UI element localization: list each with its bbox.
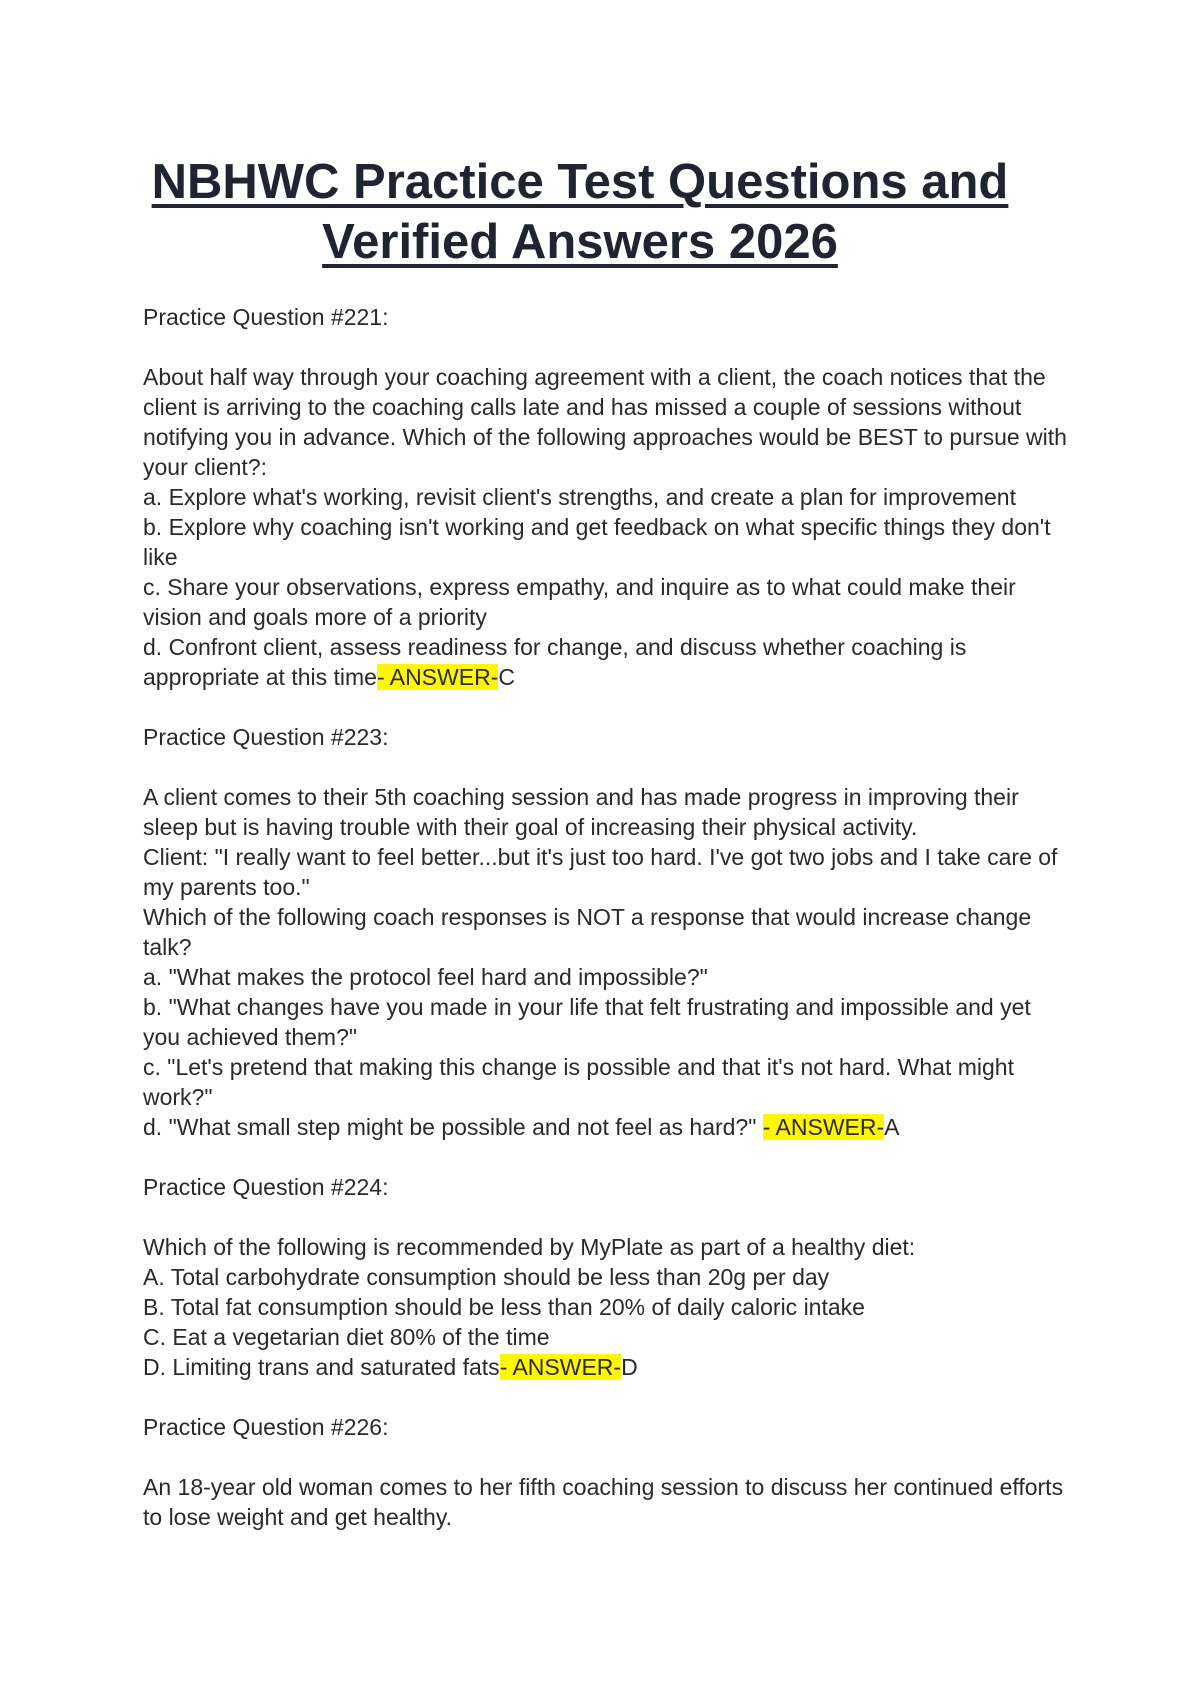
answer-marker: - ANSWER- bbox=[762, 1114, 885, 1140]
title-line-1: NBHWC Practice Test Questions and bbox=[151, 155, 1009, 209]
answer-option: c. Share your observations, express empathy, and inquire as to what could make their vision and goals more of a priority bbox=[143, 574, 1016, 630]
correct-answer: A bbox=[884, 1114, 900, 1140]
answer-option-with-answer bbox=[143, 632, 1073, 692]
question-block bbox=[143, 362, 1073, 692]
question-header: Practice Question #221: bbox=[143, 304, 389, 330]
question-stem: A client comes to their 5th coaching session and has made progress in improving their sleep but is having trouble with their goal of increasing their physical activity. bbox=[143, 784, 1019, 840]
question-block bbox=[143, 782, 1073, 1142]
answer-option: D. Limiting trans and saturated fats bbox=[143, 1354, 500, 1380]
answer-option: c. "Let's pretend that making this change is possible and that it's not hard. What might work?" bbox=[143, 1054, 1014, 1110]
answer-option: a. Explore what's working, revisit client's strengths, and create a plan for improvement bbox=[143, 484, 1016, 510]
answer-option: b. Explore why coaching isn't working and get feedback on what specific things they don't like bbox=[143, 514, 1051, 570]
answer-option: d. "What small step might be possible and not feel as hard?" bbox=[143, 1114, 757, 1140]
document-body bbox=[143, 302, 1073, 1562]
question-stem: Which of the following coach responses is NOT a response that would increase change talk? bbox=[143, 904, 1032, 960]
correct-answer: C bbox=[498, 664, 515, 690]
document-title bbox=[0, 152, 1160, 272]
answer-marker: - ANSWER- bbox=[376, 664, 499, 690]
answer-option-with-answer bbox=[143, 1112, 1073, 1142]
answer-option: d. Confront client, assess readiness for change, and discuss whether coaching is appropriate at this time bbox=[143, 634, 967, 690]
question-block bbox=[143, 1232, 1073, 1382]
question-stem: Client: "I really want to feel better...but it's just too hard. I've got two jobs and I take care of my parents too." bbox=[143, 844, 1058, 900]
answer-option: A. Total carbohydrate consumption should be less than 20g per day bbox=[143, 1264, 830, 1290]
correct-answer: D bbox=[621, 1354, 638, 1380]
question-header: Practice Question #226: bbox=[143, 1414, 389, 1440]
question-stem: An 18-year old woman comes to her fifth coaching session to discuss her continued efforts to lose weight and get healthy. bbox=[143, 1474, 1064, 1530]
title-line-2: Verified Answers 2026 bbox=[322, 215, 838, 269]
answer-option-with-answer bbox=[143, 1352, 1073, 1382]
answer-option: a. "What makes the protocol feel hard and impossible?" bbox=[143, 964, 708, 990]
answer-option: B. Total fat consumption should be less than 20% of daily caloric intake bbox=[143, 1294, 865, 1320]
answer-option: C. Eat a vegetarian diet 80% of the time bbox=[143, 1324, 550, 1350]
answer-marker: - ANSWER- bbox=[499, 1354, 622, 1380]
question-block bbox=[143, 1472, 1073, 1532]
question-header: Practice Question #223: bbox=[143, 724, 389, 750]
question-header: Practice Question #224: bbox=[143, 1174, 389, 1200]
question-stem: About half way through your coaching agreement with a client, the coach notices that the client is arriving to the coaching calls late and has missed a couple of sessions without notifying you in advance. Which of the following approaches would be BEST to pursue with your client?: bbox=[143, 364, 1067, 480]
question-stem: Which of the following is recommended by MyPlate as part of a healthy diet: bbox=[143, 1234, 916, 1260]
answer-option: b. "What changes have you made in your life that felt frustrating and impossible and yet you achieved them?" bbox=[143, 994, 1031, 1050]
